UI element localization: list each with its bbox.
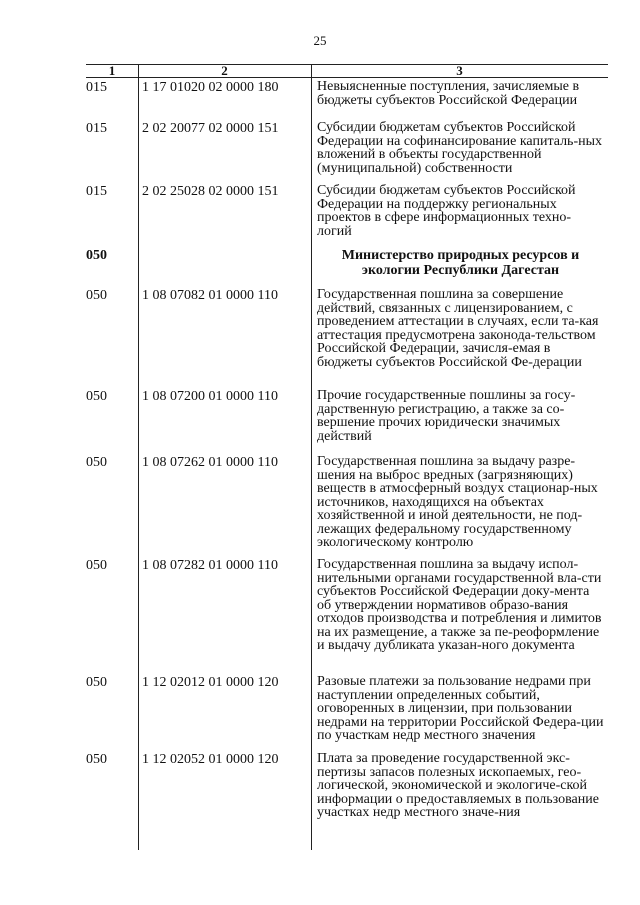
column-header-2: 2 [221,63,228,78]
admin-code: 050 [86,389,107,404]
revenue-description: Плата за проведение государственной экс-пертизы запасов полезных ископаемых, гео-логической, экономической и экологиче-ской информации о предоставляемых в пользование участках недр местного значе-ния [317,751,599,820]
revenue-code: 1 08 07282 01 0000 110 [142,558,278,573]
column-header-1: 1 [108,63,116,78]
budget-codes-table [86,64,608,850]
revenue-description: Субсидии бюджетам субъектов Российской Федерации на поддержку региональных проектов в сфере информационных техно-логий [317,183,576,239]
admin-code: 015 [86,184,107,199]
revenue-code: 1 12 02052 01 0000 120 [142,752,279,767]
revenue-code: 2 02 20077 02 0000 151 [142,121,279,136]
admin-code: 015 [86,121,107,136]
revenue-code: 1 08 07262 01 0000 110 [142,455,278,470]
header-bottom-rule [86,77,608,78]
column-header-3: 3 [456,63,463,78]
admin-code: 050 [86,752,107,767]
revenue-description: Прочие государственные пошлины за госу-дарственную регистрацию, а также за со-вершение прочих юридически значимых действий [317,388,576,444]
admin-code: 050 [86,248,107,263]
admin-code: 050 [86,455,107,470]
revenue-description: Государственная пошлина за совершение действий, связанных с лицензированием, с проведением аттестации в случаях, если та-кая аттестация предусмотрена законода-тельством Российской Федерации, зачисля-емая в бюджеты субъектов Российской Фе-дерации [317,287,599,370]
revenue-code: 1 08 07082 01 0000 110 [142,288,278,303]
admin-code: 050 [86,675,107,690]
column-divider-1 [138,64,139,850]
revenue-code: 1 17 01020 02 0000 180 [142,80,279,95]
revenue-description: Разовые платежи за пользование недрами при наступлении определенных событий, оговоренных в лицензии, при пользовании недрами на территории Российской Федера-ции по участкам недр местного значения [317,674,604,743]
revenue-description: Государственная пошлина за выдачу разре-шения на выброс вредных (загрязняющих) веществ в атмосферный воздух стационар-ных источников, находящихся на объектах хозяйственной и иной деятельности, не под-лежащих федеральному государственному экологическому контролю [317,454,598,550]
revenue-description: Государственная пошлина за выдачу испол-нительными органами государственной вла-сти субъектов Российской Федерации доку-мента об утверждении нормативов образо-вания отходов производства и потребления и лимитов на их размещение, а также за пе-реоформление и выдачу дубликата указан-ного документа [317,557,602,653]
revenue-code: 1 08 07200 01 0000 110 [142,389,278,404]
ministry-heading: Министерство природных ресурсов и экологии Республики Дагестан [341,248,580,278]
revenue-description: Субсидии бюджетам субъектов Российской Федерации на софинансирование капиталь-ных вложений в объекты государственной (муниципальной) собственности [317,120,603,176]
revenue-code: 1 12 02012 01 0000 120 [142,675,279,690]
page-number: 25 [313,33,327,48]
admin-code: 050 [86,288,107,303]
revenue-description: Невыясненные поступления, зачисляемые в бюджеты субъектов Российской Федерации [317,79,580,108]
admin-code: 015 [86,80,107,95]
admin-code: 050 [86,558,107,573]
revenue-code: 2 02 25028 02 0000 151 [142,184,279,199]
